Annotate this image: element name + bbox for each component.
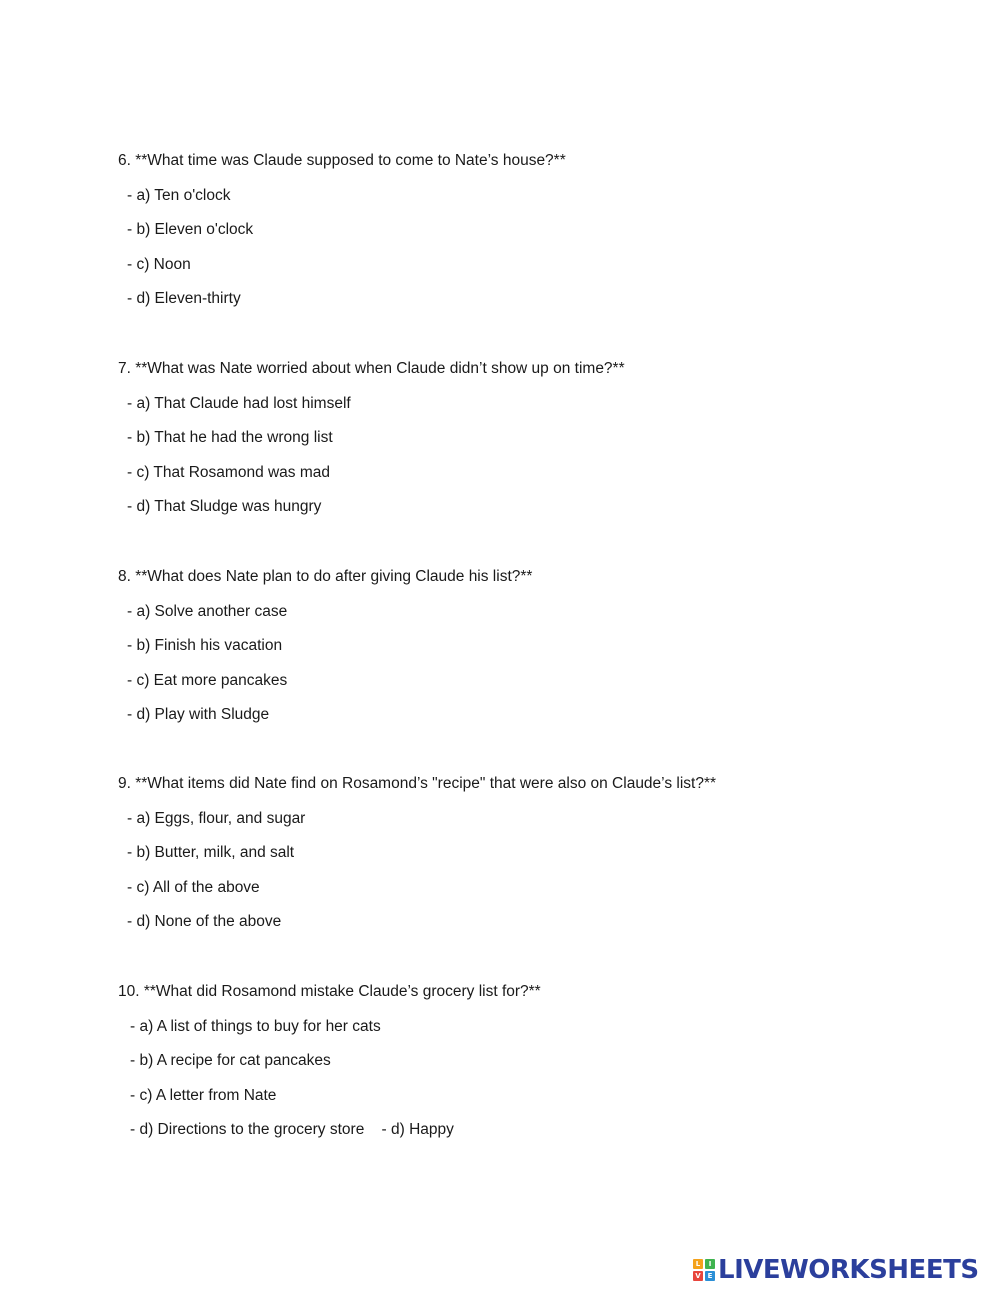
answer-option-a: - a) Solve another case bbox=[127, 602, 288, 620]
answer-option-c: - c) That Rosamond was mad bbox=[127, 463, 331, 481]
question-7 bbox=[118, 359, 918, 532]
question-10 bbox=[118, 982, 918, 1155]
logo-mark-tile: L bbox=[693, 1259, 703, 1269]
answer-option-b: - b) Finish his vacation bbox=[127, 637, 283, 654]
question-6 bbox=[118, 151, 918, 324]
answer-option-a: - a) Eggs, flour, and sugar bbox=[127, 809, 306, 827]
answer-option-d: - d) Play with Sludge bbox=[127, 706, 270, 723]
answer-option-a: - a) That Claude had lost himself bbox=[127, 394, 351, 412]
logo-mark-tile: E bbox=[705, 1271, 715, 1281]
question-prompt: 7. **What was Nate worried about when Claude didn’t show up on time?** bbox=[118, 360, 625, 377]
logo-mark-tile: I bbox=[705, 1259, 715, 1269]
answer-option-a: - a) A list of things to buy for her cats bbox=[130, 1017, 381, 1035]
question-8 bbox=[118, 567, 918, 740]
answer-option-c: - c) Eat more pancakes bbox=[127, 671, 288, 689]
answer-option-c: - c) Noon bbox=[127, 255, 191, 273]
answer-option-a: - a) Ten o'clock bbox=[127, 186, 231, 204]
answer-option-d: - d) That Sludge was hungry bbox=[127, 498, 322, 515]
logo-text: LIVEWORKSHEETS bbox=[718, 1255, 979, 1285]
question-prompt: 10. **What did Rosamond mistake Claude’s grocery list for?** bbox=[118, 983, 541, 1000]
answer-option-b: - b) Eleven o'clock bbox=[127, 221, 254, 238]
answer-option-d: - d) Directions to the grocery store - d) Happy bbox=[130, 1121, 454, 1138]
liveworksheets-logo bbox=[693, 1256, 979, 1284]
question-prompt: 6. **What time was Claude supposed to come to Nate’s house?** bbox=[118, 152, 566, 169]
logo-mark-icon bbox=[693, 1259, 715, 1281]
answer-option-b: - b) Butter, milk, and salt bbox=[127, 844, 295, 861]
answer-option-b: - b) That he had the wrong list bbox=[127, 429, 333, 446]
logo-mark-tile: V bbox=[693, 1271, 703, 1281]
answer-option-c: - c) All of the above bbox=[127, 878, 260, 896]
answer-option-c: - c) A letter from Nate bbox=[130, 1086, 277, 1104]
answer-option-b: - b) A recipe for cat pancakes bbox=[130, 1052, 331, 1069]
question-prompt: 9. **What items did Nate find on Rosamond’s "recipe" that were also on Claude’s list?** bbox=[118, 775, 717, 792]
answer-option-d: - d) None of the above bbox=[127, 913, 282, 930]
answer-option-d: - d) Eleven-thirty bbox=[127, 290, 241, 307]
question-prompt: 8. **What does Nate plan to do after giving Claude his list?** bbox=[118, 568, 533, 585]
question-9 bbox=[118, 774, 918, 947]
